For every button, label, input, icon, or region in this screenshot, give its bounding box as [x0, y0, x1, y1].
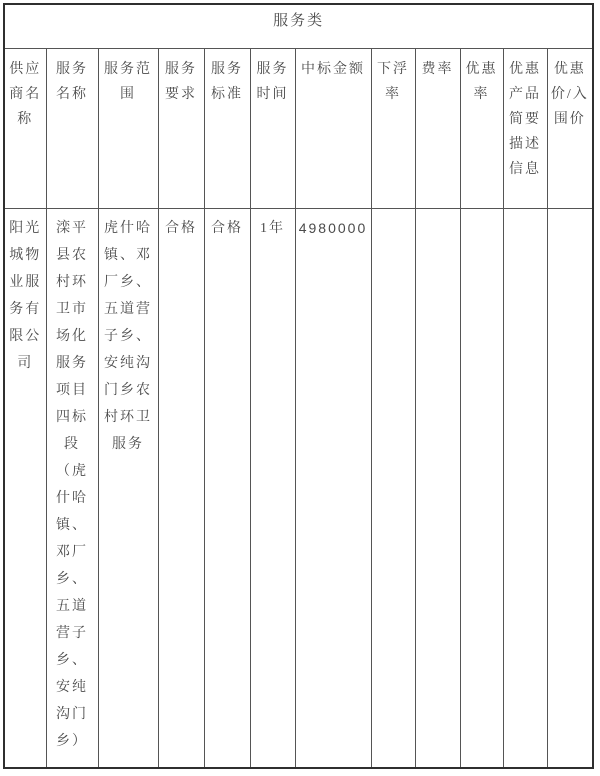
header-service-requirement: 服务要求 [158, 48, 204, 208]
cell-preferential-price [547, 208, 593, 768]
cell-supplier-name: 阳光城物业服务有限公司 [4, 208, 46, 768]
table-header-row [4, 48, 593, 208]
cell-bid-amount: 4980000 [295, 208, 371, 768]
cell-preferential-rate [460, 208, 503, 768]
cell-service-standard: 合格 [204, 208, 250, 768]
header-supplier-name: 供应商名称 [4, 48, 46, 208]
header-preferential-rate: 优惠率 [460, 48, 503, 208]
cell-service-time: 1年 [250, 208, 295, 768]
header-discount-rate: 下浮率 [371, 48, 415, 208]
cell-preferential-product-desc [503, 208, 547, 768]
table-data-row [4, 208, 593, 768]
header-preferential-product-desc: 优惠产品简要描述信息 [503, 48, 547, 208]
header-service-name: 服务名称 [46, 48, 98, 208]
header-preferential-price: 优惠价/入围价 [547, 48, 593, 208]
header-service-standard: 服务标准 [204, 48, 250, 208]
bid-results-table [3, 3, 594, 769]
cell-service-requirement: 合格 [158, 208, 204, 768]
cell-service-name: 滦平县农村环卫市场化服务项目四标段（虎什哈镇、邓厂乡、五道营子乡、安纯沟门乡） [46, 208, 98, 768]
header-service-scope: 服务范围 [98, 48, 158, 208]
cell-fee-rate [415, 208, 460, 768]
header-bid-amount: 中标金额 [295, 48, 371, 208]
category-title-row [4, 4, 593, 48]
table-category-title: 服务类 [4, 4, 593, 48]
header-service-time: 服务时间 [250, 48, 295, 208]
cell-discount-rate [371, 208, 415, 768]
cell-service-scope: 虎什哈镇、邓厂乡、五道营子乡、安纯沟门乡农村环卫服务 [98, 208, 158, 768]
header-fee-rate: 费率 [415, 48, 460, 208]
